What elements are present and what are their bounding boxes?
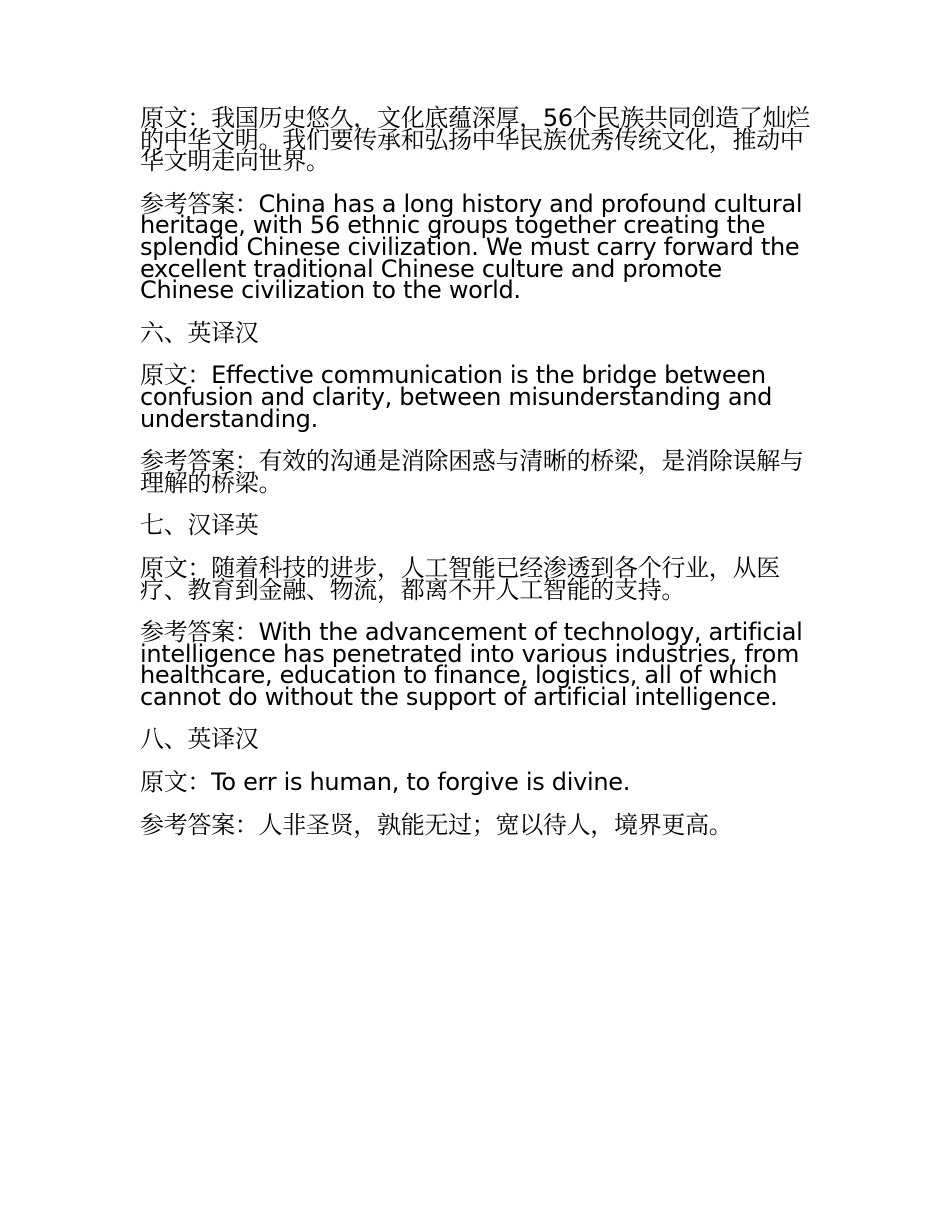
source-text-paragraph: 原文：Effective communication is the bridge between confusion and clarity, between misunderstanding and understanding. bbox=[140, 361, 773, 433]
reference-answer-paragraph: 参考答案：人非圣贤，孰能无过；宽以待人，境界更高。 bbox=[140, 810, 733, 839]
section-heading-8: 八、英译汉 bbox=[140, 725, 259, 754]
section-heading-6: 六、英译汉 bbox=[140, 318, 259, 347]
source-text-paragraph: 原文：To err is human, to forgive is divine. bbox=[140, 768, 631, 797]
document-body bbox=[140, 104, 812, 857]
source-text-paragraph: 原文：我国历史悠久，文化底蕴深厚，56个民族共同创造了灿烂的中华文明。我们要传承和弘扬中华民族优秀传统文化，推动中华文明走向世界。 bbox=[140, 104, 810, 176]
reference-answer-paragraph: 参考答案：With the advancement of technology, artificial intelligence has penetrated into various industries, from healthcare, education to finance, logistics, all of which cannot do without the support of artificial intelligence. bbox=[140, 618, 803, 711]
reference-answer-paragraph: 参考答案：China has a long history and profound cultural heritage, with 56 ethnic groups together creating the splendid Chinese civilization. We must carry forward the excellent traditional Chinese culture and promote Chinese civilization to the world. bbox=[140, 189, 803, 305]
source-text-paragraph: 原文：随着科技的进步，人工智能已经渗透到各个行业，从医疗、教育到金融、物流，都离不开人工智能的支持。 bbox=[140, 553, 780, 604]
reference-answer-paragraph: 参考答案：有效的沟通是消除困惑与清晰的桥梁，是消除误解与理解的桥梁。 bbox=[140, 447, 804, 497]
section-heading-7: 七、汉译英 bbox=[140, 511, 259, 540]
